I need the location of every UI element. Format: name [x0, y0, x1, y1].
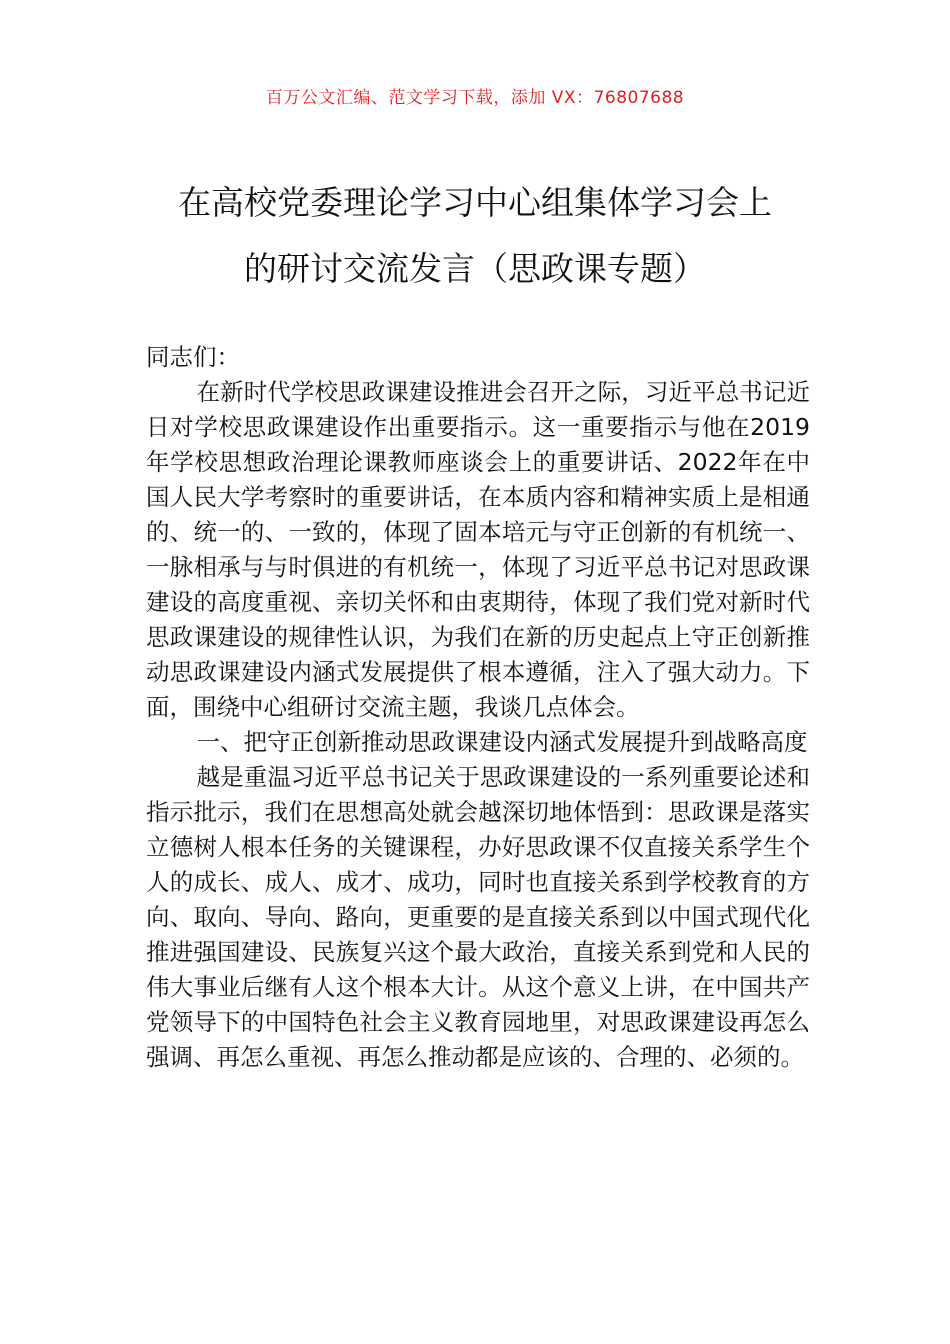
title-line-2: 的研讨交流发言（思政课专题）	[244, 249, 706, 288]
paragraph-section-1: 越是重温习近平总书记关于思政课建设的一系列重要论述和指示批示，我们在思想高处就会越深切地体悟到：思政课是落实立德树人根本任务的关键课程，办好思政课不仅直接关系学生个人的成长、成人、成才、成功，同时也直接关系到学校教育的方向、取向、导向、路向，更重要的是直接关系到以中国式现代化推进强国建设、民族复兴这个最大政治，直接关系到党和人民的伟大事业后继有人这个根本大计。从这个意义上讲，在中国共产党领导下的中国特色社会主义教育园地里，对思政课建设再怎么强调、再怎么重视、再怎么推动都是应该的、合理的、必须的。	[146, 763, 810, 1071]
watermark-banner	[0, 86, 950, 110]
paragraph-intro: 在新时代学校思政课建设推进会召开之际，习近平总书记近日对学校思政课建设作出重要指示。这一重要指示与他在2019年学校思想政治理论课教师座谈会上的重要讲话、2022年在中国人民大学考察时的重要讲话，在本质内容和精神实质上是相通的、统一的、一致的，体现了固本培元与守正创新的有机统一、一脉相承与与时俱进的有机统一，体现了习近平总书记对思政课建设的高度重视、亲切关怀和由衷期待，体现了我们党对新时代思政课建设的规律性认识，为我们在新的历史起点上守正创新推动思政课建设内涵式发展提供了根本遵循，注入了强大动力。下面，围绕中心组研讨交流主题，我谈几点体会。	[146, 378, 810, 721]
salutation: 同志们：	[146, 343, 240, 371]
section-heading-1: 一、把守正创新推动思政课建设内涵式发展提升到战略高度	[196, 728, 808, 756]
watermark-text: 百万公文汇编、范文学习下载，添加 VX：76807688	[265, 88, 685, 108]
document-title	[100, 170, 850, 302]
title-line-1: 在高校党委理论学习中心组集体学习会上	[178, 183, 772, 222]
document-body	[146, 340, 810, 1075]
